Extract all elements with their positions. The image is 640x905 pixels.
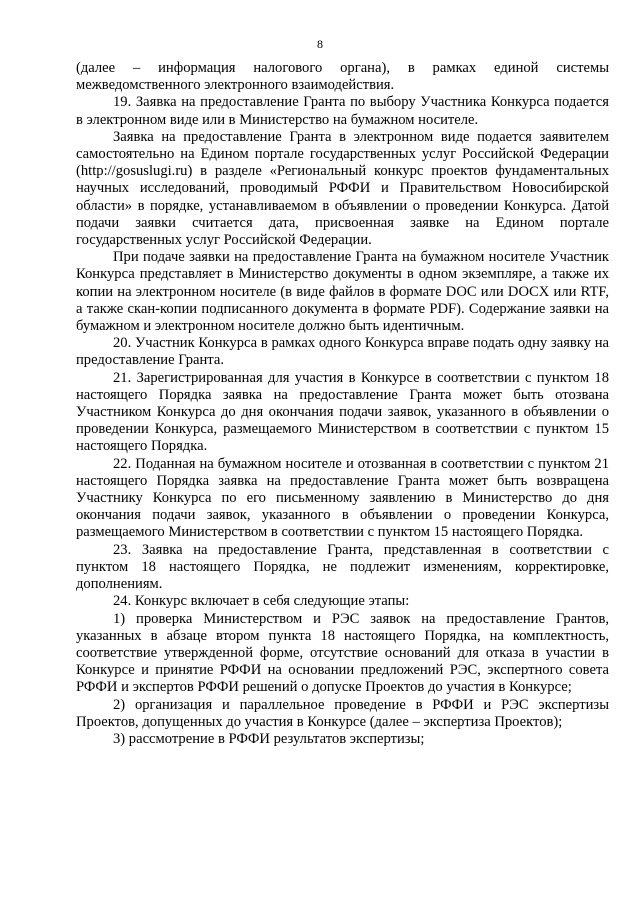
page-number: 8 <box>317 37 323 51</box>
paragraph-21: 21. Зарегистрированная для участия в Конкурсе в соответствии с пунктом 18 настоящего Порядка заявка на предоставление Гранта может быть отозвана Участником Конкурса до дня окончания подачи заявок, указанного в объявлении о проведении Конкурса, размещаемого Министерством в соответствии с пунктом 15 настоящего Порядка. <box>76 369 609 455</box>
paragraph-24-item-3: 3) рассмотрение в РФФИ результатов экспертизы; <box>113 730 425 747</box>
paragraph-24-item-1: 1) проверка Министерством и РЭС заявок на предоставление Грантов, указанных в абзаце втором пункта 18 настоящего Порядка, на комплектность, соответствие утвержденной форме, отсутствие оснований для отказа в участии в Конкурсе и принятие РФФИ на основании предложений РЭС, экспертного совета РФФИ и экспертов РФФИ решений о допуске Проектов до участия в Конкурсе; <box>76 610 609 696</box>
paragraph-19: 19. Заявка на предоставление Гранта по выбору Участника Конкурса подается в электронном виде или в Министерство на бумажном носителе. <box>76 94 609 128</box>
paragraph-19-paper: При подаче заявки на предоставление Гранта на бумажном носителе Участник Конкурса представляет в Министерство документы в одном экземпляре, а также их копии на электронном носителе (в виде файлов в формате DOC или DOCX или RTF, а также скан-копии подписанного документа в формате PDF). Содержание заявки на бумажном и электронном носителе должно быть идентичным. <box>76 249 609 335</box>
paragraph-24-item-2: 2) организация и параллельное проведение в РФФИ и РЭС экспертизы Проектов, допущенных до участия в Конкурсе (далее – экспертиза Проектов); <box>76 696 609 730</box>
paragraph-continuation: (далее – информация налогового органа), в рамках единой системы межведомственного электронного взаимодействия. <box>76 60 609 94</box>
document-body <box>76 60 609 748</box>
paragraph-19-electronic: Заявка на предоставление Гранта в электронном виде подается заявителем самостоятельно на Едином портале государственных услуг Российской Федерации (http://gosuslugi.ru) в разделе «Региональный конкурс проектов фундаментальных научных исследований, проводимый РФФИ и Правительством Новосибирской области» в порядке, устанавливаемом в объявлении о проведении Конкурса. Датой подачи заявки считается дата, присвоенная заявке на Едином портале государственных услуг Российской Федерации. <box>76 128 609 249</box>
paragraph-24: 24. Конкурс включает в себя следующие этапы: <box>113 593 410 610</box>
paragraph-22: 22. Поданная на бумажном носителе и отозванная в соответствии с пунктом 21 настоящего Порядка заявка на предоставление Гранта может быть возвращена Участнику Конкурса по его письменному заявлению в Министерство до дня окончания подачи заявок, указанного в объявлении о проведении Конкурса, размещаемого Министерством в соответствии с пунктом 15 настоящего Порядка. <box>76 455 609 541</box>
paragraph-20: 20. Участник Конкурса в рамках одного Конкурса вправе подать одну заявку на предоставление Гранта. <box>76 335 609 369</box>
paragraph-23: 23. Заявка на предоставление Гранта, представленная в соответствии с пунктом 18 настоящего Порядка, не подлежит изменениям, корректировке, дополнениям. <box>76 541 609 593</box>
